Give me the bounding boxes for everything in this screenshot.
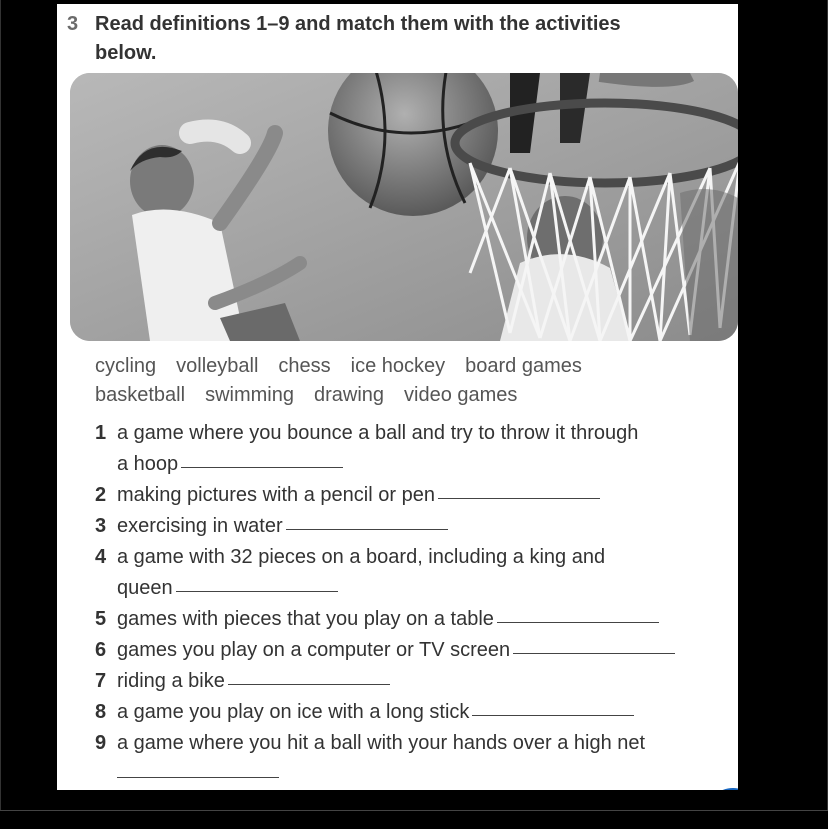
answer-blank-6[interactable] [513,653,675,654]
definition-number: 8 [95,701,107,723]
definition-text: making pictures with a pencil or pen [117,484,435,506]
definition-7 [95,666,695,697]
definition-4 [95,542,695,604]
word-drawing: drawing [313,384,385,406]
exercise-number: 3 [67,13,79,35]
worksheet-page [57,4,738,790]
definition-9 [95,728,695,790]
answer-blank-4[interactable] [176,591,338,592]
definition-text: a game with 32 pieces on a board, including a king and [117,546,606,568]
word-bank-row-1 [95,352,715,381]
word-volleyball: volleyball [176,355,259,377]
definition-1 [95,418,695,480]
word-video-games: video games [404,384,518,406]
definition-number: 1 [95,422,107,444]
answer-blank-1[interactable] [181,467,343,468]
definition-number: 2 [95,484,107,506]
definition-text: exercising in water [117,515,283,537]
word-swimming: swimming [205,384,294,406]
definition-6 [95,635,695,666]
frame-edge-left [0,0,1,810]
answer-blank-9[interactable] [117,777,279,778]
definition-text: riding a bike [117,670,225,692]
word-ice-hockey: ice hockey [350,355,446,377]
answer-blank-5[interactable] [497,622,659,623]
definition-text: a game where you hit a ball with your hands over a high net [117,732,646,754]
definition-text-cont: a hoop [117,453,179,475]
instruction-line-2: below. [95,42,157,64]
basketball-photo [70,73,738,341]
instruction-line-1: Read definitions 1–9 and match them with the activities [95,13,621,35]
definition-number: 5 [95,608,107,630]
definition-number: 9 [95,732,107,754]
definition-number: 6 [95,639,107,661]
definition-5 [95,604,695,635]
basketball-photo-illustration [70,73,738,341]
frame-bottom-rule [0,810,828,811]
word-cycling: cycling [95,355,157,377]
word-bank [95,352,715,410]
exercise-instruction [95,10,655,68]
definition-number: 3 [95,515,107,537]
definition-text-cont: queen [117,577,173,599]
definition-2 [95,480,695,511]
word-board-games: board games [465,355,582,377]
definition-text: a game you play on ice with a long stick [117,701,470,723]
definition-text: games with pieces that you play on a table [117,608,494,630]
definition-3 [95,511,695,542]
definition-number: 7 [95,670,107,692]
definition-8 [95,697,695,728]
floating-action-button[interactable] [705,788,738,790]
word-basketball: basketball [95,384,186,406]
definition-number: 4 [95,546,107,568]
definitions-list [95,418,695,790]
answer-blank-3[interactable] [286,529,448,530]
answer-blank-2[interactable] [438,498,600,499]
word-chess: chess [278,355,331,377]
definition-text: a game where you bounce a ball and try to throw it through [117,422,639,444]
answer-blank-8[interactable] [472,715,634,716]
answer-blank-7[interactable] [228,684,390,685]
definition-text: games you play on a computer or TV screen [117,639,511,661]
word-bank-row-2 [95,381,715,410]
